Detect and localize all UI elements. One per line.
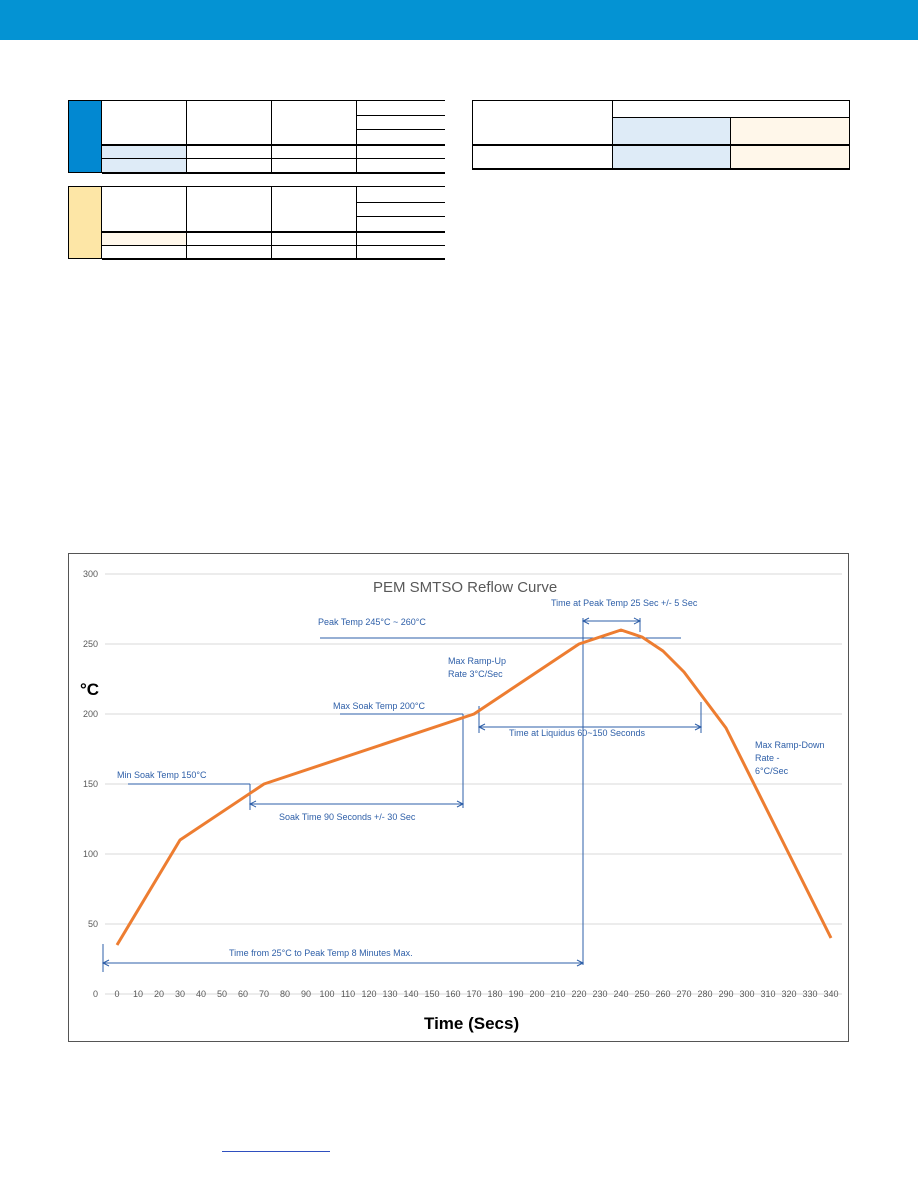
min-soak-label: Min Soak Temp 150°C xyxy=(117,770,207,780)
liquidus-label: Time at Liquidus 60~150 Seconds xyxy=(509,728,646,738)
ramp-down-label-2: Rate - xyxy=(755,753,780,763)
x-tick-label: 110 xyxy=(340,989,356,999)
x-tick-label: 70 xyxy=(258,989,270,999)
x-tick-label: 260 xyxy=(655,989,671,999)
ramp-up-label-1: Max Ramp-Up xyxy=(448,656,507,666)
soak-time-label: Soak Time 90 Seconds +/- 30 Sec xyxy=(279,812,416,822)
x-tick-label: 170 xyxy=(466,989,482,999)
x-tick-label: 10 xyxy=(132,989,144,999)
y-tick-label: 250 xyxy=(82,639,98,649)
y-tick-label: 150 xyxy=(82,779,98,789)
x-tick-label: 120 xyxy=(361,989,377,999)
x-tick-label: 50 xyxy=(216,989,228,999)
y-tick-label: 0 xyxy=(92,989,98,999)
y-axis-label: °C xyxy=(80,680,100,699)
time-at-peak-label: Time at Peak Temp 25 Sec +/- 5 Sec xyxy=(551,598,698,608)
x-tick-label: 240 xyxy=(613,989,629,999)
x-tick-label: 190 xyxy=(508,989,524,999)
x-tick-label: 310 xyxy=(760,989,776,999)
footer-link-underline[interactable] xyxy=(222,1151,330,1152)
x-tick-label: 150 xyxy=(424,989,440,999)
x-tick-label: 290 xyxy=(718,989,734,999)
x-tick-label: 330 xyxy=(802,989,818,999)
x-tick-label: 80 xyxy=(279,989,291,999)
max-soak-label: Max Soak Temp 200°C xyxy=(333,701,425,711)
x-axis-label: Time (Secs) xyxy=(424,1014,520,1033)
y-tick-label: 200 xyxy=(82,709,98,719)
x-tick-label: 100 xyxy=(319,989,335,999)
x-tick-label: 280 xyxy=(697,989,713,999)
x-tick-label: 210 xyxy=(550,989,566,999)
x-tick-label: 30 xyxy=(174,989,186,999)
y-tick-label: 50 xyxy=(87,919,98,929)
y-tick-label: 100 xyxy=(82,849,98,859)
x-tick-label: 230 xyxy=(592,989,608,999)
time-to-peak-label: Time from 25°C to Peak Temp 8 Minutes Max. xyxy=(229,948,413,958)
x-tick-label: 270 xyxy=(676,989,692,999)
x-tick-label: 90 xyxy=(300,989,312,999)
ramp-down-label-3: 6°C/Sec xyxy=(755,766,789,776)
x-tick-label: 60 xyxy=(237,989,249,999)
x-tick-label: 130 xyxy=(382,989,398,999)
x-tick-label: 140 xyxy=(403,989,419,999)
x-tick-label: 250 xyxy=(634,989,650,999)
x-tick-label: 0 xyxy=(114,989,120,999)
ramp-down-label-1: Max Ramp-Down xyxy=(755,740,825,750)
x-tick-label: 220 xyxy=(571,989,587,999)
x-tick-label: 20 xyxy=(153,989,165,999)
ramp-up-label-2: Rate 3°C/Sec xyxy=(448,669,503,679)
x-tick-label: 40 xyxy=(195,989,207,999)
x-tick-label: 300 xyxy=(739,989,755,999)
x-tick-label: 320 xyxy=(781,989,797,999)
y-tick-label: 300 xyxy=(82,569,98,579)
peak-temp-label: Peak Temp 245°C ~ 260°C xyxy=(318,617,426,627)
x-tick-label: 340 xyxy=(823,989,839,999)
x-tick-label: 160 xyxy=(445,989,461,999)
x-tick-label: 200 xyxy=(529,989,545,999)
x-tick-label: 180 xyxy=(487,989,503,999)
chart-title: PEM SMTSO Reflow Curve xyxy=(373,579,558,596)
